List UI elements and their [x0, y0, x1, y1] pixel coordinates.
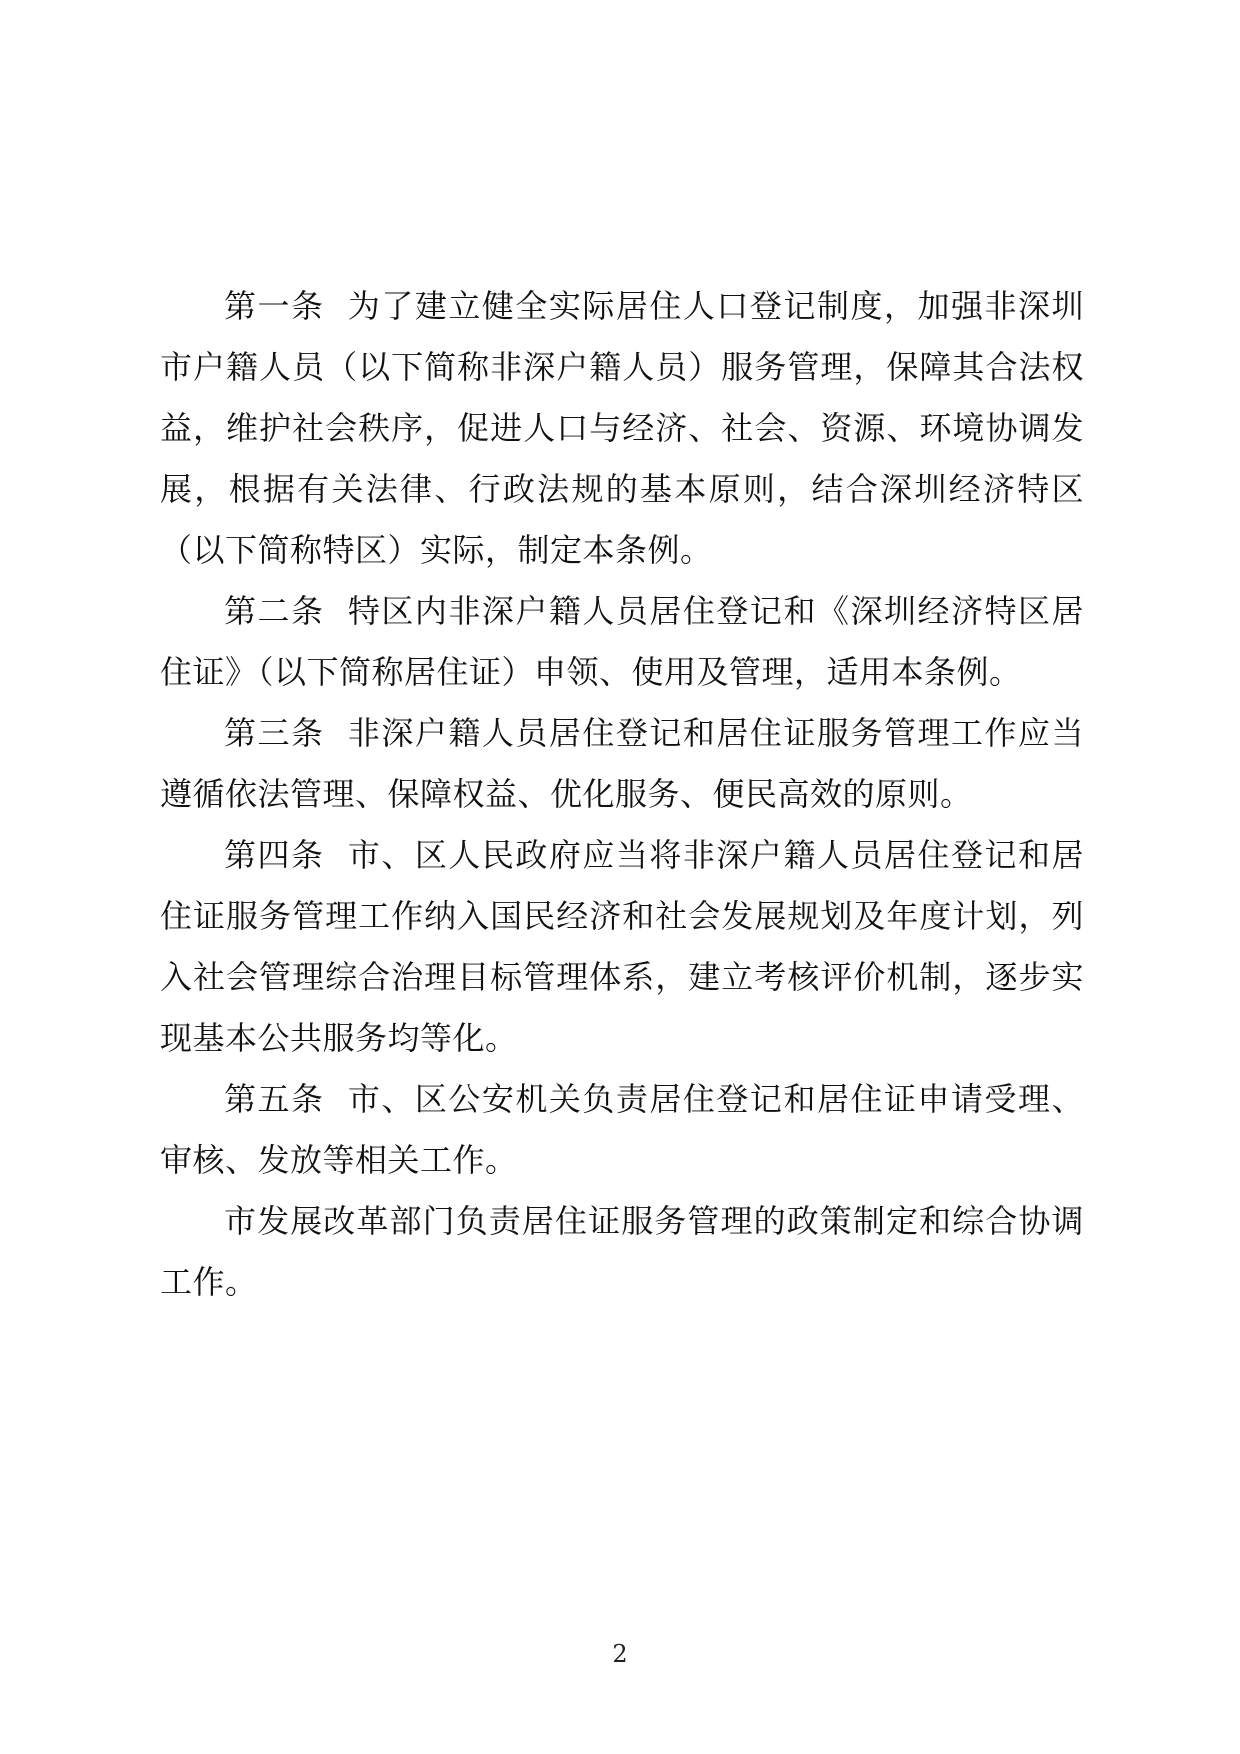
article-4-text: 市、区人民政府应当将非深户籍人员居住登记和居住证服务管理工作纳入国民经济和社会发展规划及年度计划，列入社会管理综合治理目标管理体系，建立考核评价机制，逐步实现基本公共服务均等化。 [160, 836, 1084, 1057]
article-2-paragraph [160, 581, 1084, 703]
article-4-paragraph [160, 825, 1084, 1069]
article-2-label: 第二条 [224, 592, 325, 630]
article-5-paragraph [160, 1069, 1084, 1191]
article-4-label: 第四条 [224, 836, 325, 874]
article-5-text: 市、区公安机关负责居住登记和居住证申请受理、审核、发放等相关工作。 [160, 1080, 1084, 1179]
article-1-text: 为了建立健全实际居住人口登记制度，加强非深圳市户籍人员（以下简称非深户籍人员）服务管理，保障其合法权益，维护社会秩序，促进人口与经济、社会、资源、环境协调发展，根据有关法律、行政法规的基本原则，结合深圳经济特区（以下简称特区）实际，制定本条例。 [160, 287, 1084, 569]
article-5-label: 第五条 [224, 1080, 325, 1118]
article-5-continuation-text: 市发展改革部门负责居住证服务管理的政策制定和综合协调工作。 [160, 1202, 1084, 1301]
document-body [160, 276, 1084, 1313]
article-3-label: 第三条 [224, 714, 325, 752]
page-number: 2 [612, 1640, 628, 1668]
article-3-text: 非深户籍人员居住登记和居住证服务管理工作应当遵循依法管理、保障权益、优化服务、便民高效的原则。 [160, 714, 1084, 813]
article-2-text: 特区内非深户籍人员居住登记和《深圳经济特区居住证》（以下简称居住证）申领、使用及管理，适用本条例。 [160, 592, 1084, 691]
article-1-label: 第一条 [224, 287, 325, 325]
article-1-paragraph [160, 276, 1084, 581]
article-5-continuation-paragraph [160, 1191, 1084, 1313]
article-3-paragraph [160, 703, 1084, 825]
